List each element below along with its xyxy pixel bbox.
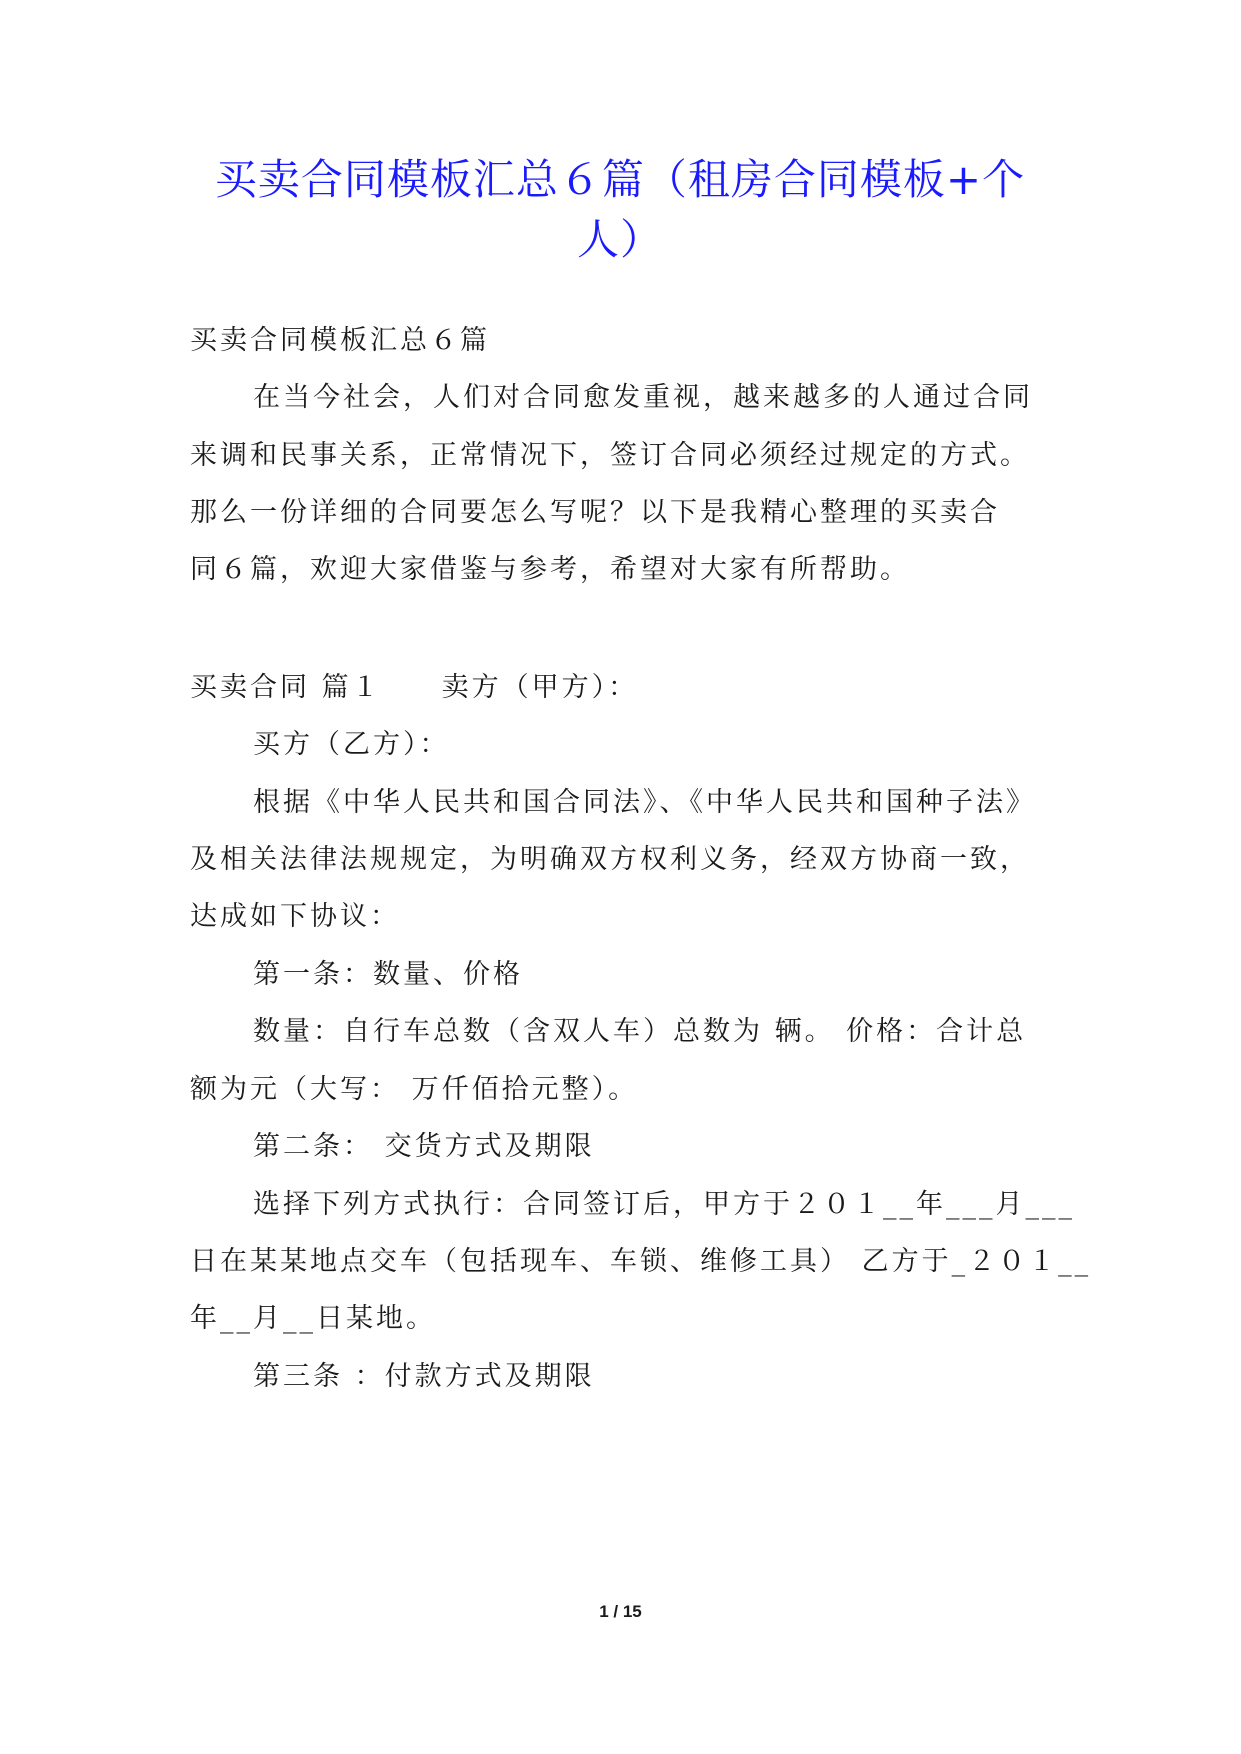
paragraph-line: 根据《中华人民共和国合同法》、《中华人民共和国种子法》 [253,787,1036,818]
paragraph-line: 数量：自行车总数（含双人车）总数为 辆。 价格：合计总 [253,1016,1027,1047]
article-heading: 第三条 ：付款方式及期限 [253,1361,595,1392]
buyer-label: 买方（乙方）： [253,729,450,760]
page-number: 1 / 15 [599,1602,642,1621]
paragraph-line: 日在某某地点交车（包括现车、车锁、维修工具） 乙方于_２０１__ [190,1246,1092,1277]
paragraph-line: 那么一份详细的合同要怎么写呢？以下是我精心整理的买卖合 [190,497,1000,528]
title-line-1: 买卖合同模板汇总６篇（租房合同模板+个 [214,155,1026,204]
section-heading: 买卖合同模板汇总６篇 [190,325,490,356]
paragraph-line: 在当今社会，人们对合同愈发重视，越来越多的人通过合同 [253,382,1033,413]
title-line-2: 人） [576,215,663,264]
paragraph-line: 及相关法律法规规定，为明确双方权利义务，经双方协商一致， [190,844,1030,875]
paragraph-line: 年__月__日某地。 [190,1303,436,1334]
paragraph-line: 来调和民事关系，正常情况下，签订合同必须经过规定的方式。 [190,440,1030,471]
contract-heading-row [190,665,638,704]
contract-heading: 买卖合同 篇１ [190,672,382,703]
paragraph-line: 同６篇，欢迎大家借鉴与参考，希望对大家有所帮助。 [190,554,910,585]
paragraph-line: 选择下列方式执行：合同签订后，甲方于２０１__年___月___ [253,1189,1075,1220]
article-heading: 第二条： 交货方式及期限 [253,1131,595,1162]
document-title [190,150,1050,270]
paragraph-line: 达成如下协议： [190,901,400,932]
article-heading: 第一条：数量、价格 [253,959,523,990]
seller-label: 卖方（甲方）： [441,672,639,703]
paragraph-line: 额为元（大写： 万仟佰拾元整）。 [190,1074,639,1105]
